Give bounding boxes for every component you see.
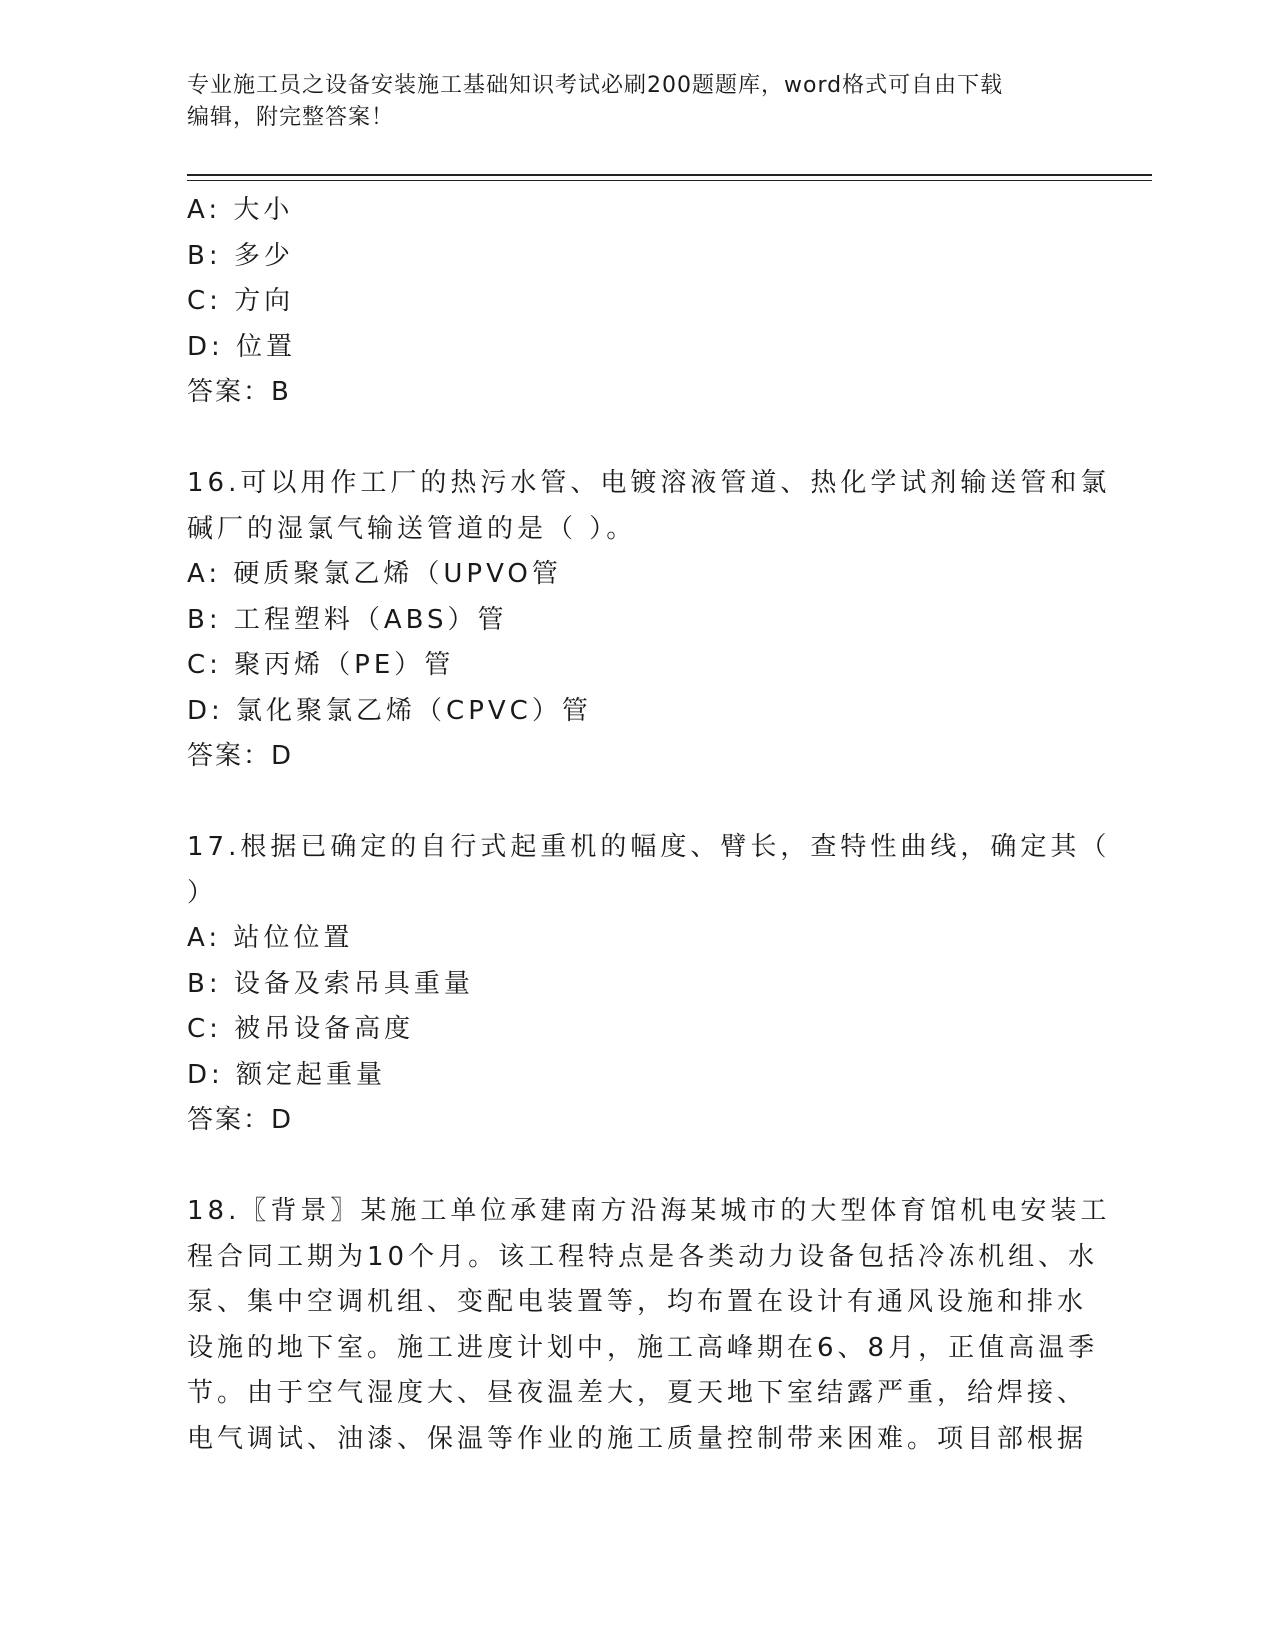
- question-stem: ）: [187, 877, 218, 908]
- option-b: B: 工程塑料（ABS）管: [187, 604, 508, 635]
- option-d: D: 额定起重量: [187, 1059, 387, 1090]
- header-divider-thin: [187, 180, 1152, 181]
- question-stem: 设施的地下室。施工进度计划中，施工高峰期在6、8月，正值高温季: [187, 1332, 1099, 1363]
- question-stem: 18.〖背景〗某施工单位承建南方沿海某城市的大型体育馆机电安装工: [187, 1196, 1111, 1226]
- question-stem: 电气调试、油漆、保温等作业的施工质量控制带来困难。项目部根据: [187, 1423, 1088, 1454]
- header-line-1: 专业施工员之设备安装施工基础知识考试必刷200题题库，word格式可自由下载: [187, 73, 1004, 98]
- spacer: [187, 416, 1067, 462]
- question-stem: 程合同工期为10个月。该工程特点是各类动力设备包括冷冻机组、水: [187, 1241, 1099, 1272]
- question-17: [187, 825, 1111, 1144]
- answer: 答案：D: [187, 741, 294, 771]
- document-header: [187, 70, 1067, 134]
- option-c: C: 方向: [187, 286, 295, 316]
- option-c: C: 被吊设备高度: [187, 1014, 415, 1044]
- question-16: [187, 461, 1111, 780]
- question-18: [187, 1189, 1111, 1462]
- option-d: D: 氯化聚氯乙烯（CPVC）管: [187, 695, 592, 726]
- question-list: [187, 188, 1111, 1462]
- header-line-2: 编辑，附完整答案！: [187, 105, 395, 130]
- question-stem: 节。由于空气湿度大、昼夜温差大，夏天地下室结露严重，给焊接、: [187, 1378, 1088, 1408]
- option-a: A: 大小: [187, 195, 294, 225]
- question-stem: 17.根据已确定的自行式起重机的幅度、臂长，查特性曲线，确定其（: [187, 832, 1111, 862]
- option-b: B: 设备及索吊具重量: [187, 968, 474, 999]
- option-a: A: 硬质聚氯乙烯（UPVO管: [187, 559, 562, 589]
- question-stem: 泵、集中空调机组、变配电装置等，均布置在设计有通风设施和排水: [187, 1287, 1088, 1317]
- question-stem: 碱厂的湿氯气输送管道的是（ ）。: [187, 513, 637, 544]
- option-b: B: 多少: [187, 240, 294, 271]
- spacer: [187, 1144, 1067, 1190]
- header-divider-thick: [187, 174, 1152, 176]
- option-c: C: 聚丙烯（PE）管: [187, 650, 455, 680]
- question-stem: 16.可以用作工厂的热污水管、电镀溶液管道、热化学试剂输送管和氯: [187, 468, 1111, 498]
- question-15-options: [187, 188, 1067, 416]
- answer: 答案：B: [187, 377, 291, 407]
- option-d: D: 位置: [187, 331, 297, 362]
- option-a: A: 站位位置: [187, 923, 354, 953]
- spacer: [187, 780, 1067, 826]
- answer: 答案：D: [187, 1105, 294, 1135]
